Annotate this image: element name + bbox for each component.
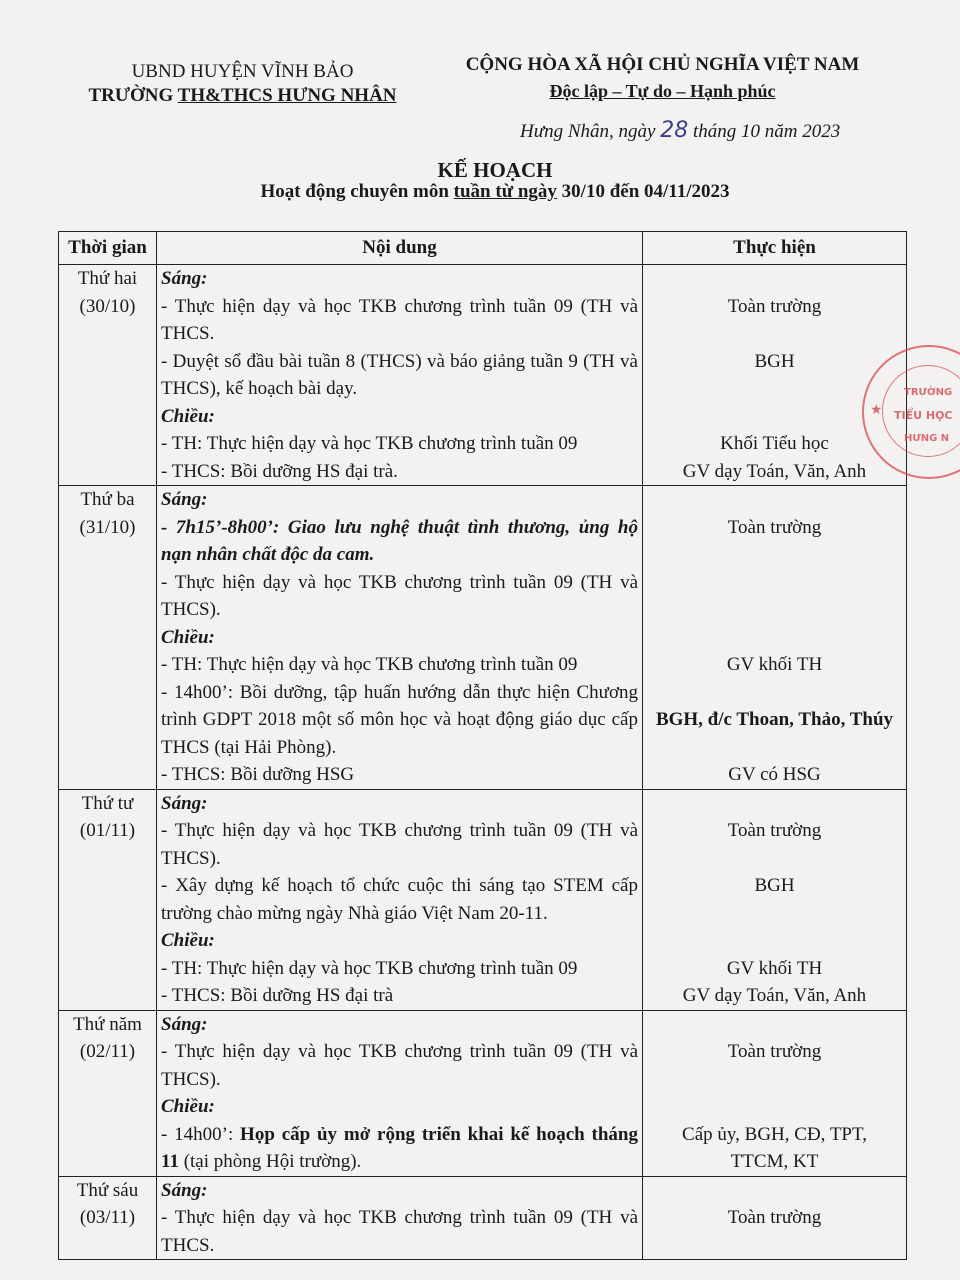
table-header-row bbox=[59, 232, 907, 265]
header-right bbox=[440, 52, 885, 104]
day-cell: Thứ tư (01/11) bbox=[59, 789, 157, 1010]
district-name: UBND HUYỆN VĨNH BẢO bbox=[131, 61, 354, 82]
content-cell: Sáng: - 7h15’-8h00’: Giao lưu nghệ thuật tình thương, ủng hộ nạn nhân chất độc da cam. - Thực hiện dạy và học TKB chương trình tuần 09 (TH và THCS). Chiều: - TH: Thực hiện dạy và học TKB chương trình tuần 09 - 14h00’: Bồi dưỡng, tập huấn hướng dẫn thực hiện Chương trình GDPT 2018 một số môn học và hoạt động giáo dục cấp THCS (tại Hải Phòng). - THCS: Bồi dưỡng HSG bbox=[157, 486, 643, 790]
header-executor: Thực hiện bbox=[643, 232, 907, 265]
national-title: CỘNG HÒA XÃ HỘI CHỦ NGHĨA VIỆT NAM bbox=[465, 54, 860, 75]
day-cell: Thứ năm (02/11) bbox=[59, 1010, 157, 1176]
national-motto: Độc lập – Tự do – Hạnh phúc bbox=[549, 81, 776, 101]
content-cell: Sáng: - Thực hiện dạy và học TKB chương trình tuần 09 (TH và THCS). - Xây dựng kế hoạch tổ chức cuộc thi sáng tạo STEM cấp trường chào mừng ngày Nhà giáo Việt Nam 20-11. Chiều: - TH: Thực hiện dạy và học TKB chương trình tuần 09 - THCS: Bồi dưỡng HS đại trà bbox=[157, 789, 643, 1010]
school-seal: ★ TRƯỜNG TIỂU HỌC HƯNG N bbox=[862, 345, 960, 479]
header-left bbox=[75, 60, 410, 108]
executor-cell: Toàn trường GV khối TH BGH, đ/c Thoan, Thảo, Thúy GV có HSG bbox=[643, 486, 907, 790]
school-name: TRƯỜNG TH&THCS HƯNG NHÂN bbox=[88, 85, 397, 106]
executor-cell: Toàn trường bbox=[643, 1176, 907, 1260]
executor-cell: Toàn trường Cấp ủy, BGH, CĐ, TPT, TTCM, KT bbox=[643, 1010, 907, 1176]
handwritten-day: 28 bbox=[660, 118, 689, 143]
date-line: Hưng Nhân, ngày 28 tháng 10 năm 2023 bbox=[520, 118, 841, 143]
table-row bbox=[59, 1176, 907, 1260]
content-cell: Sáng: - Thực hiện dạy và học TKB chương trình tuần 09 (TH và THCS. - Duyệt sổ đầu bài tuần 8 (THCS) và báo giảng tuần 9 (TH và THCS), kế hoạch bài dạy. Chiều: - TH: Thực hiện dạy và học TKB chương trình tuần 09 - THCS: Bồi dưỡng HS đại trà. bbox=[157, 265, 643, 486]
day-cell: Thứ ba (31/10) bbox=[59, 486, 157, 790]
day-cell: Thứ sáu (03/11) bbox=[59, 1176, 157, 1260]
table-row bbox=[59, 1010, 907, 1176]
schedule-table bbox=[58, 231, 907, 1260]
table-row bbox=[59, 789, 907, 1010]
table-row bbox=[59, 265, 907, 486]
table-row bbox=[59, 486, 907, 790]
header-content: Nội dung bbox=[157, 232, 643, 265]
executor-cell: Toàn trường BGH Khối Tiểu học GV dạy Toán, Văn, Anh bbox=[643, 265, 907, 486]
document-title: KẾ HOẠCH bbox=[437, 158, 553, 182]
header-time: Thời gian bbox=[59, 232, 157, 265]
executor-cell: Toàn trường BGH GV khối TH GV dạy Toán, Văn, Anh bbox=[643, 789, 907, 1010]
content-cell: Sáng: - Thực hiện dạy và học TKB chương trình tuần 09 (TH và THCS. bbox=[157, 1176, 643, 1260]
day-cell: Thứ hai (30/10) bbox=[59, 265, 157, 486]
content-cell: Sáng: - Thực hiện dạy và học TKB chương trình tuần 09 (TH và THCS). Chiều: - 14h00’: Họp cấp ủy mở rộng triển khai kế hoạch tháng 11 (tại phòng Hội trường). bbox=[157, 1010, 643, 1176]
document-subtitle: Hoạt động chuyên môn tuần từ ngày 30/10 đến 04/11/2023 bbox=[260, 181, 730, 202]
